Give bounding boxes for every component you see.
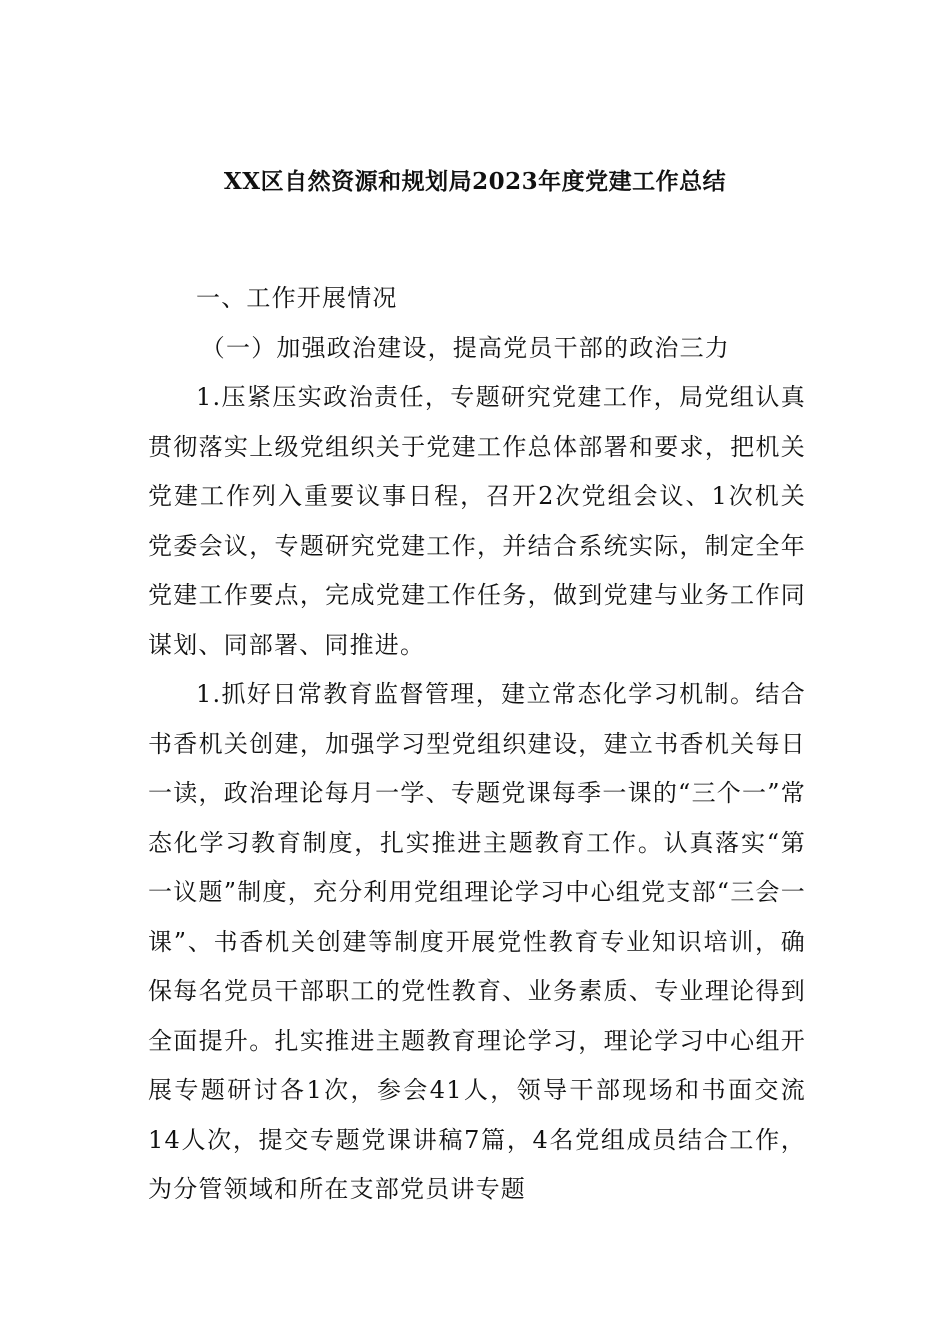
body-paragraph-2: 1.抓好日常教育监督管理，建立常态化学习机制。结合书香机关创建，加强学习型党组织建设，建立书香机关每日一读，政治理论每月一学、专题党课每季一课的“三个一”常态化学习教育制度，扎实推进主题教育工作。认真落实“第一议题”制度，充分利用党组理论学习中心组党支部“三会一课”、书香机关创建等制度开展党性教育专业知识培训，确保每名党员干部职工的党性教育、业务素质、专业理论得到全面提升。扎实推进主题教育理论学习，理论学习中心组开展专题研讨各1次，参会41人，领导干部现场和书面交流14人次，提交专题党课讲稿7篇，4名党组成员结合工作，为分管领域和所在支部党员讲专题 [148, 680, 806, 1203]
section-heading: 一、工作开展情况 [196, 284, 398, 312]
document-title: XX区自然资源和规划局2023年度党建工作总结 [223, 168, 727, 195]
body-paragraph-1: 1.压紧压实政治责任，专题研究党建工作，局党组认真贯彻落实上级党组织关于党建工作总体部署和要求，把机关党建工作列入重要议事日程，召开2次党组会议、1次机关党委会议，专题研究党建工作，并结合系统实际，制定全年党建工作要点，完成党建工作任务，做到党建与业务工作同谋划、同部署、同推进。 [148, 383, 806, 659]
subsection-heading: （一）加强政治建设，提高党员干部的政治三力 [200, 333, 730, 362]
document-body [148, 274, 806, 1215]
